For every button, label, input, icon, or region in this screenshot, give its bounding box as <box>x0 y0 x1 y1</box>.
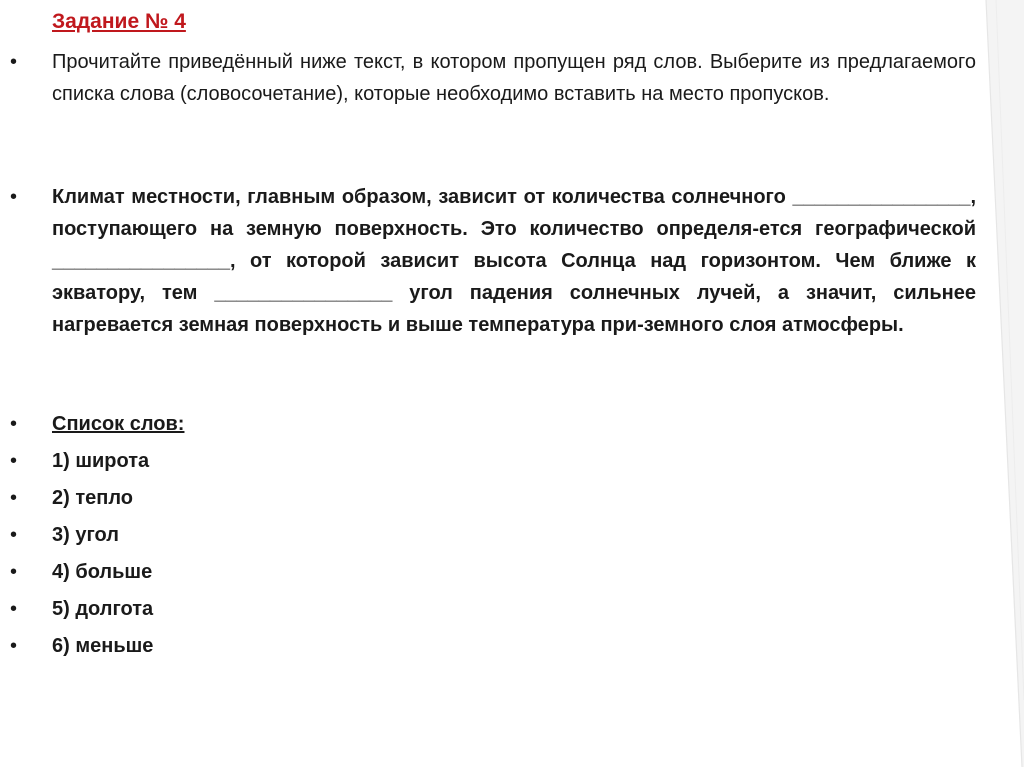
bullet: • <box>10 51 18 73</box>
word-option: 4) больше <box>52 561 153 583</box>
word-option: 5) долгота <box>52 598 154 620</box>
instruction-text: Прочитайте приведённый ниже текст, в котором пропущен ряд слов. Выберите из предлагаемого списка слова (словосочетание), которые необходимо вставить на место пропусков. <box>52 51 976 105</box>
text-part: Климат местности, главным образом, зависит от количества солнечного <box>52 186 793 208</box>
text-part: , от которой зависит высота Солнца над горизонтом. Чем ближе к экватору, тем <box>52 250 976 304</box>
bullet: • <box>10 524 18 546</box>
text-part: , поступающего на земную поверхность. Это количество определя-ется географической <box>52 186 976 240</box>
list-item <box>10 556 410 593</box>
bullet: • <box>10 635 18 657</box>
bullet: • <box>10 186 18 208</box>
text-part: угол падения солнечных лучей, а значит, сильнее нагревается земная поверхность и выше температура при-земного слоя атмосферы. <box>52 282 976 336</box>
bullet: • <box>10 598 18 620</box>
word-option: 6) меньше <box>52 635 154 657</box>
word-option: 3) угол <box>52 524 119 546</box>
bullet: • <box>10 450 18 472</box>
word-option: 1) широта <box>52 450 150 472</box>
word-list-header <box>10 408 410 445</box>
task-title: Задание № 4 <box>52 10 186 33</box>
word-list-title: Список слов: <box>52 413 185 435</box>
word-list <box>10 408 410 667</box>
list-item <box>10 445 410 482</box>
list-item <box>10 593 410 630</box>
bullet: • <box>10 487 18 509</box>
bullet: • <box>10 413 18 435</box>
gap-text <box>52 181 976 341</box>
list-item <box>10 519 410 556</box>
blank-gap-2: ________________ <box>52 250 230 272</box>
blank-gap-3: ________________ <box>214 282 393 304</box>
page-curl-decoration <box>966 0 1024 767</box>
blank-gap-1: ________________ <box>792 186 971 208</box>
bullet: • <box>10 561 18 583</box>
word-option: 2) тепло <box>52 487 133 509</box>
list-item <box>10 630 410 667</box>
list-item <box>10 482 410 519</box>
